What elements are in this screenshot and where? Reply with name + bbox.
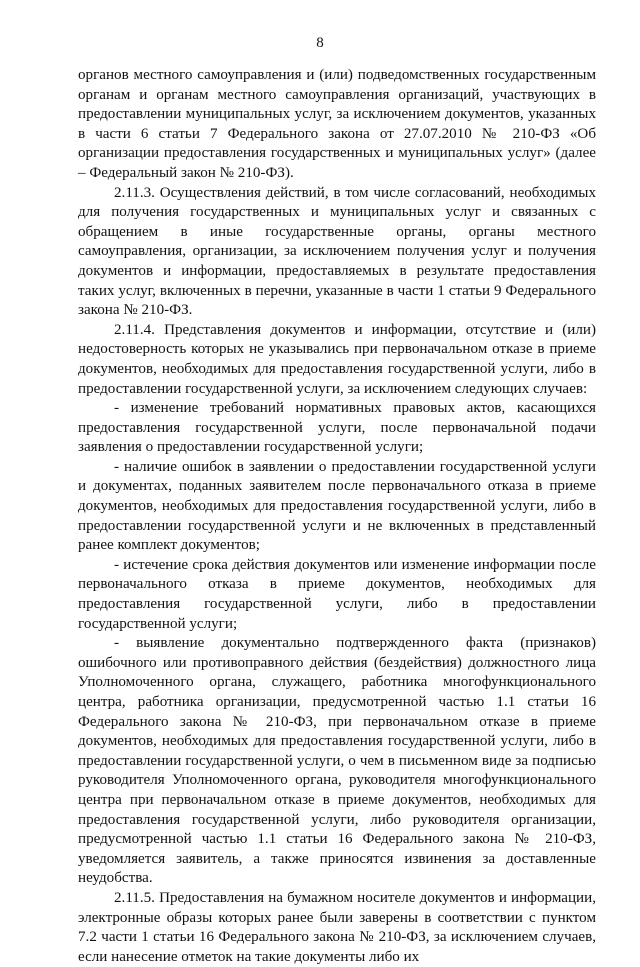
list-item-erroneous-action: - выявление документально подтвержденного факта (признаков) ошибочного или противоправного действия (бездействия) должностного лица Уполномоченного органа, служащего, работника многофункционального центра, работника организации, предусмотренной частью 1.1 статьи 16 Федерального закона № 210-ФЗ, при первоначальном отказе в приеме документов, необходимых для предоставления государственной услуги, либо в предоставлении государственной услуги, о чем в письменном виде за подписью руководителя Уполномоченного органа, руководителя многофункционального центра при первоначальном отказе в приеме документов, необходимых для предоставления государственной услуги, либо руководителя организации, предусмотренной частью 1.1 статьи 16 Федерального закона № 210-ФЗ, уведомляется заявитель, а также приносятся извинения за доставленные неудобства. (78, 635, 596, 887)
paragraph-2-11-4: 2.11.4. Представления документов и информации, отсутствие и (или) недостоверность которых не указывались при первоначальном отказе в приеме документов, необходимых для предоставления государственной услуги, либо в предоставлении государственной услуги, за исключением следующих случаев: (78, 321, 596, 397)
list-item-errors-in-application: - наличие ошибок в заявлении о предоставлении государственной услуги и документах, поданных заявителем после первоначального отказа в приеме документов, необходимых для предоставления государственной услуги, либо в предоставлении государственной услуги и не включенных в представленный ранее комплект документов; (78, 458, 596, 554)
paragraph-2-11-3: 2.11.3. Осуществления действий, в том числе согласований, необходимых для получения государственных и муниципальных услуг и связанных с обращением в иные государственные органы, органы местного самоуправления, организации, за исключением получения услуг и получения документов и информации, предоставляемых в результате предоставления таких услуг, включенных в перечни, указанные в части 1 статьи 9 Федерального закона № 210-ФЗ. (78, 184, 596, 319)
document-body (78, 66, 596, 967)
list-item-requirements-change: - изменение требований нормативных правовых актов, касающихся предоставления государственной услуги, после первоначальной подачи заявления о предоставлении государственной услуги; (78, 400, 596, 456)
list-item-document-expiry: - истечение срока действия документов или изменение информации после первоначального отказа в приеме документов, необходимых для предоставления государственной услуги, либо в предоставлении государственной услуги; (78, 556, 596, 632)
paragraph-1: органов местного самоуправления и (или) подведомственных государственным органам и органам местного самоуправления организаций, участвующих в предоставлении муниципальных услуг, за исключением документов, указанных в части 6 статьи 7 Федерального закона от 27.07.2010 № 210-ФЗ «Об организации предоставления государственных и муниципальных услуг» (далее – Федеральный закон № 210-ФЗ). (78, 67, 596, 181)
page-number: 8 (316, 35, 324, 51)
paragraph-2-11-5: 2.11.5. Предоставления на бумажном носителе документов и информации, электронные образы которых ранее были заверены в соответствии с пунктом 7.2 части 1 статьи 16 Федерального закона № 210-ФЗ, за исключением случаев, если нанесение отметок на такие документы либо их (78, 889, 596, 965)
